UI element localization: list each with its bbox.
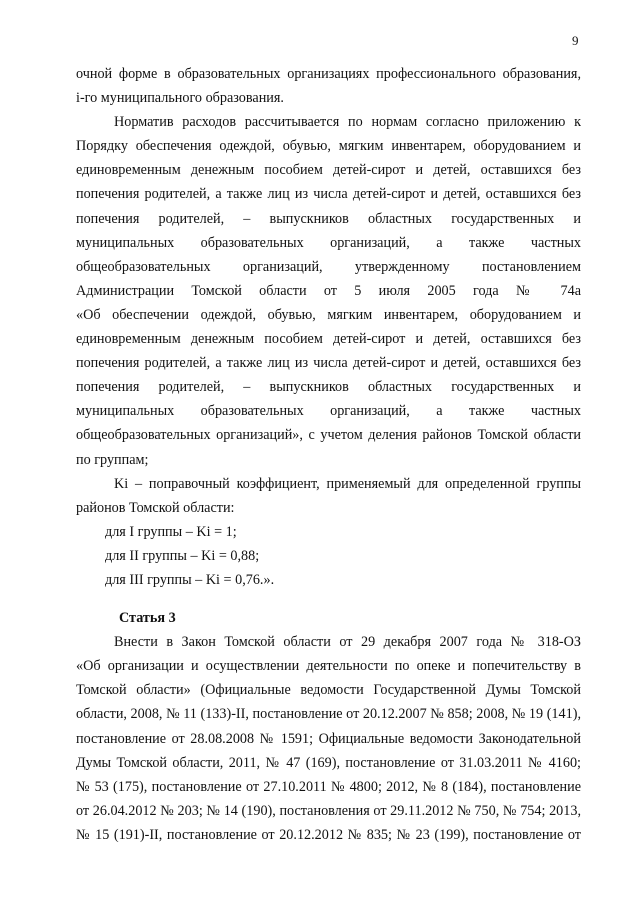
text-line: по группам; (76, 451, 149, 468)
page-number: 9 (572, 33, 579, 48)
text-line: Внести в Закон Томской области от 29 декабря 2007 года № 318-ОЗ (114, 634, 581, 651)
text-line: единовременным денежным пособием детей-сирот и детей, оставшихся без (76, 331, 581, 348)
text-line: Думы Томской области, 2011, № 47 (169), постановление от 31.03.2011 № 4160; (76, 754, 581, 771)
text-line: районов Томской области: (76, 499, 235, 516)
text-line: области, 2008, № 11 (133)-II, постановление от 20.12.2007 № 858; 2008, № 19 (141), (76, 706, 581, 723)
article-heading: Статья 3 (119, 610, 176, 627)
list-item: для II группы – Ki = 0,88; (105, 547, 260, 564)
text-line: Ki – поправочный коэффициент, применяемый для определенной группы (114, 475, 581, 492)
text-line: единовременным денежным пособием детей-сирот и детей, оставшихся без (76, 162, 581, 179)
text-line: от 26.04.2012 № 203; № 14 (190), постановления от 29.11.2012 № 750, № 754; 2013, (76, 802, 581, 819)
text-line: муниципальных образовательных организаций, а также частных (76, 403, 581, 420)
text-line: Томской области» (Официальные ведомости Государственной Думы Томской (76, 682, 581, 699)
text-line: Норматив расходов рассчитывается по нормам согласно приложению к (114, 114, 581, 131)
text-line: № 53 (175), постановление от 27.10.2011 № 4800; 2012, № 8 (184), постановление (76, 778, 581, 795)
text-line: Администрации Томской области от 5 июля 2005 года № 74а (76, 282, 581, 299)
text-line: попечения родителей, – выпускников областных государственных и (76, 210, 581, 227)
text-line: общеобразовательных организаций, утвержденному постановлением (76, 258, 581, 275)
text-line: муниципальных образовательных организаций, а также частных (76, 234, 581, 251)
text-line: «Об организации и осуществлении деятельности по опеке и попечительству в (76, 658, 581, 675)
text-line: «Об обеспечении одеждой, обувью, мягким инвентарем, оборудованием и (76, 306, 581, 323)
text-line: общеобразовательных организаций», с учетом деления районов Томской области (76, 427, 581, 444)
text-line: i-го муниципального образования. (76, 90, 284, 107)
list-item: для III группы – Ki = 0,76.». (105, 571, 275, 588)
list-item: для I группы – Ki = 1; (105, 523, 237, 540)
text-line: постановление от 28.08.2008 № 1591; Официальные ведомости Законодательной (76, 730, 581, 747)
text-line: попечения родителей, а также лиц из числа детей-сирот и детей, оставшихся без (76, 355, 581, 372)
document-body (76, 62, 581, 847)
text-line: № 15 (191)-II, постановление от 20.12.2012 № 835; № 23 (199), постановление от (76, 826, 581, 843)
text-line: попечения родителей, – выпускников областных государственных и (76, 379, 581, 396)
text-line: попечения родителей, а также лиц из числа детей-сирот и детей, оставшихся без (76, 186, 581, 203)
section-gap (76, 592, 581, 606)
text-line: Порядку обеспечения одеждой, обувью, мягким инвентарем, оборудованием и (76, 138, 581, 155)
text-line: очной форме в образовательных организациях профессионального образования, (76, 66, 581, 82)
